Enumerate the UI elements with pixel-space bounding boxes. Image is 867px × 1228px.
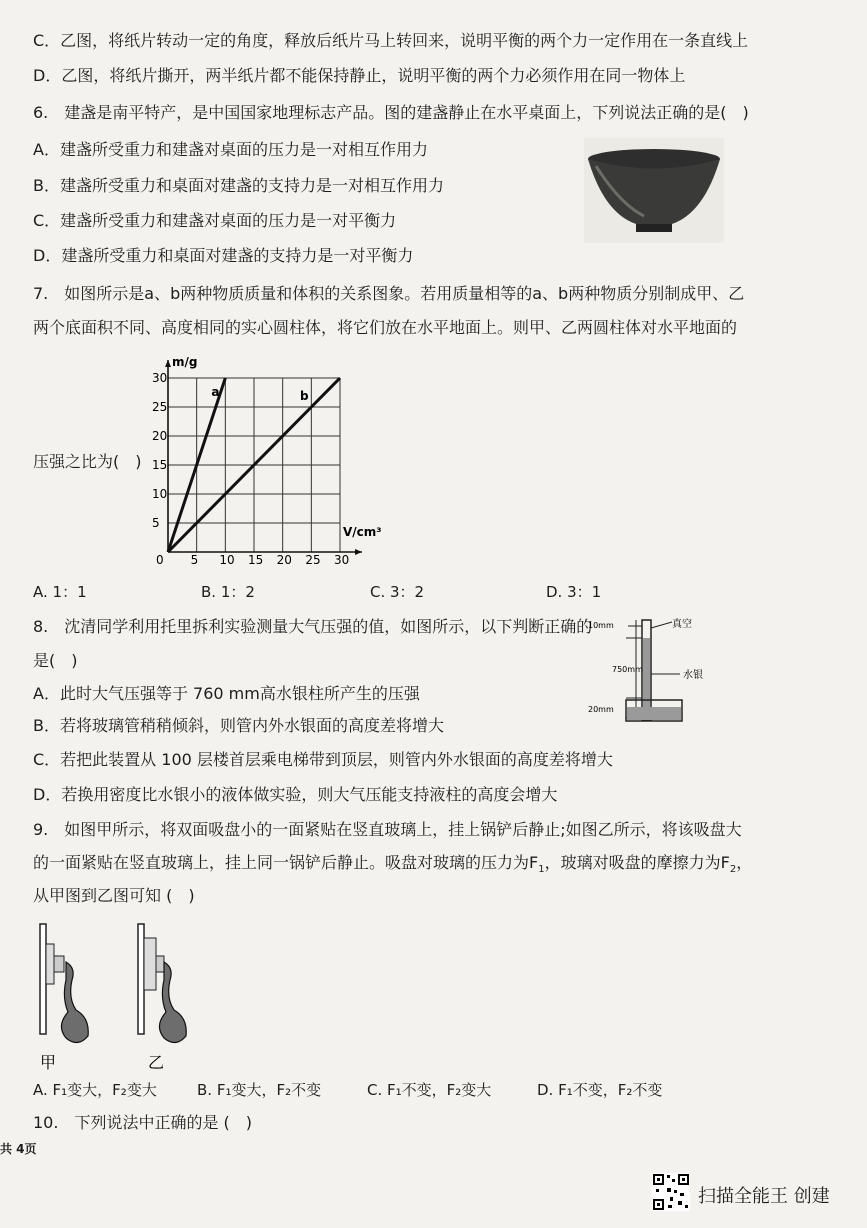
q8-stem-line1: 8. 沈清同学利用托里拆利实验测量大气压强的值，如图所示，以下判断正确的	[33, 617, 593, 636]
x-axis-arrow	[355, 549, 362, 555]
q7-stem-line3: 压强之比为( )	[33, 452, 142, 471]
q7-stem-line2: 两个底面积不同、高度相同的实心圆柱体，将它们放在水平地面上。则甲、乙两圆柱体对水平地面的	[33, 318, 738, 337]
y-axis-label: m/g	[172, 355, 198, 369]
label-20mm: 20mm	[588, 705, 614, 714]
q5-option-c: C．乙图，将纸片转动一定的角度，释放后纸片马上转回来，说明平衡的两个力一定作用在一条直线上	[33, 31, 749, 50]
x-tick-label: 20	[276, 553, 292, 567]
x-tick-label: 0	[156, 553, 164, 567]
label-mercury: 水银	[683, 670, 703, 681]
q6-option-d: D．建盏所受重力和桌面对建盏的支持力是一对平衡力	[33, 246, 414, 265]
q5-option-d: D．乙图，将纸片撕开，两半纸片都不能保持静止，说明平衡的两个力必须作用在同一物体上	[33, 66, 686, 85]
q9-option-c: C. F₁不变，F₂变大	[367, 1081, 492, 1099]
q7-option-a: A. 1：1	[33, 583, 87, 601]
x-tick-label: 25	[305, 553, 321, 567]
x-axis-label: V/cm³	[343, 525, 382, 539]
series-label-b: b	[300, 389, 309, 403]
q7-option-c: C. 3：2	[370, 583, 425, 601]
y-tick-label: 30	[152, 371, 168, 385]
q6-option-b: B．建盏所受重力和桌面对建盏的支持力是一对相互作用力	[33, 176, 444, 195]
series-label-a: a	[211, 385, 220, 399]
suction-cup-figure-jia	[32, 918, 102, 1078]
q7-stem-line1: 7. 如图所示是a、b两种物质质量和体积的关系图象。若用质量相等的a、b两种物质分别制成甲、乙	[33, 284, 745, 303]
bowl-photo	[584, 138, 724, 243]
qr-code-icon	[652, 1173, 690, 1211]
y-axis-arrow	[165, 360, 171, 367]
figure-label-jia: 甲	[40, 1053, 57, 1072]
y-tick-label: 25	[152, 400, 168, 414]
label-750mm: 750mm	[612, 665, 643, 674]
y-tick-label: 15	[152, 458, 168, 472]
q9-option-d: D. F₁不变，F₂不变	[537, 1081, 663, 1099]
scanner-watermark: 扫描全能王 创建	[698, 1186, 830, 1207]
q8-option-a: A．此时大气压强等于 760 mm高水银柱所产生的压强	[33, 684, 420, 703]
y-tick-label: 5	[152, 516, 160, 530]
q8-option-c: C．若把此装置从 100 层楼首层乘电梯带到顶层，则管内外水银面的高度差将增大	[33, 750, 613, 769]
y-tick-label: 10	[152, 487, 168, 501]
x-tick-label: 30	[334, 553, 350, 567]
q9-stem-line1: 9. 如图甲所示，将双面吸盘小的一面紧贴在竖直玻璃上，挂上锅铲后静止;如图乙所示，将该吸盘大	[33, 820, 742, 839]
q8-option-b: B．若将玻璃管稍稍倾斜，则管内外水银面的高度差将增大	[33, 716, 444, 735]
q8-stem-line2: 是( )	[33, 651, 78, 670]
q6-option-a: A．建盏所受重力和建盏对桌面的压力是一对相互作用力	[33, 140, 428, 159]
x-tick-label: 15	[248, 553, 264, 567]
x-tick-label: 10	[219, 553, 235, 567]
label-10mm: 10mm	[588, 621, 614, 630]
x-tick-label: 5	[190, 553, 199, 567]
label-vacuum: 真空	[672, 619, 692, 630]
q9-stem-line2-b: ，玻璃对吸盘的摩擦力为F	[544, 853, 730, 872]
q9-option-b: B. F₁变大，F₂不变	[197, 1081, 322, 1099]
q9-option-a: A. F₁变大，F₂变大	[33, 1081, 157, 1099]
q9-stem-line3: 从甲图到乙图可知 ( )	[33, 886, 195, 905]
suction-cup-figure-yi	[130, 918, 200, 1078]
q9-stem-line2-a: 的一面紧贴在竖直玻璃上，挂上同一锅铲后静止。吸盘对玻璃的压力为F	[33, 853, 539, 872]
q6-stem: 6. 建盏是南平特产，是中国国家地理标志产品。图的建盏静止在水平桌面上，下列说法正确的是( )	[33, 103, 749, 122]
q8-option-d: D．若换用密度比水银小的液体做实验，则大气压能支持液柱的高度会增大	[33, 785, 558, 804]
q7-option-d: D. 3：1	[546, 583, 602, 601]
figure-label-yi: 乙	[148, 1053, 165, 1072]
y-tick-label: 20	[152, 429, 168, 443]
page-count-tag: 共 4页	[0, 1142, 37, 1156]
q6-option-c: C．建盏所受重力和建盏对桌面的压力是一对平衡力	[33, 211, 397, 230]
mass-volume-chart	[150, 350, 400, 575]
q7-option-b: B. 1：2	[201, 583, 255, 601]
q10-stem: 10. 下列说法中正确的是 ( )	[33, 1113, 253, 1132]
torricelli-apparatus	[580, 612, 720, 727]
q9-stem-line2: 的一面紧贴在竖直玻璃上，挂上同一锅铲后静止。吸盘对玻璃的压力为$F_1$，玻璃对吸盘的摩擦力为$F_2$，	[33, 853, 753, 876]
